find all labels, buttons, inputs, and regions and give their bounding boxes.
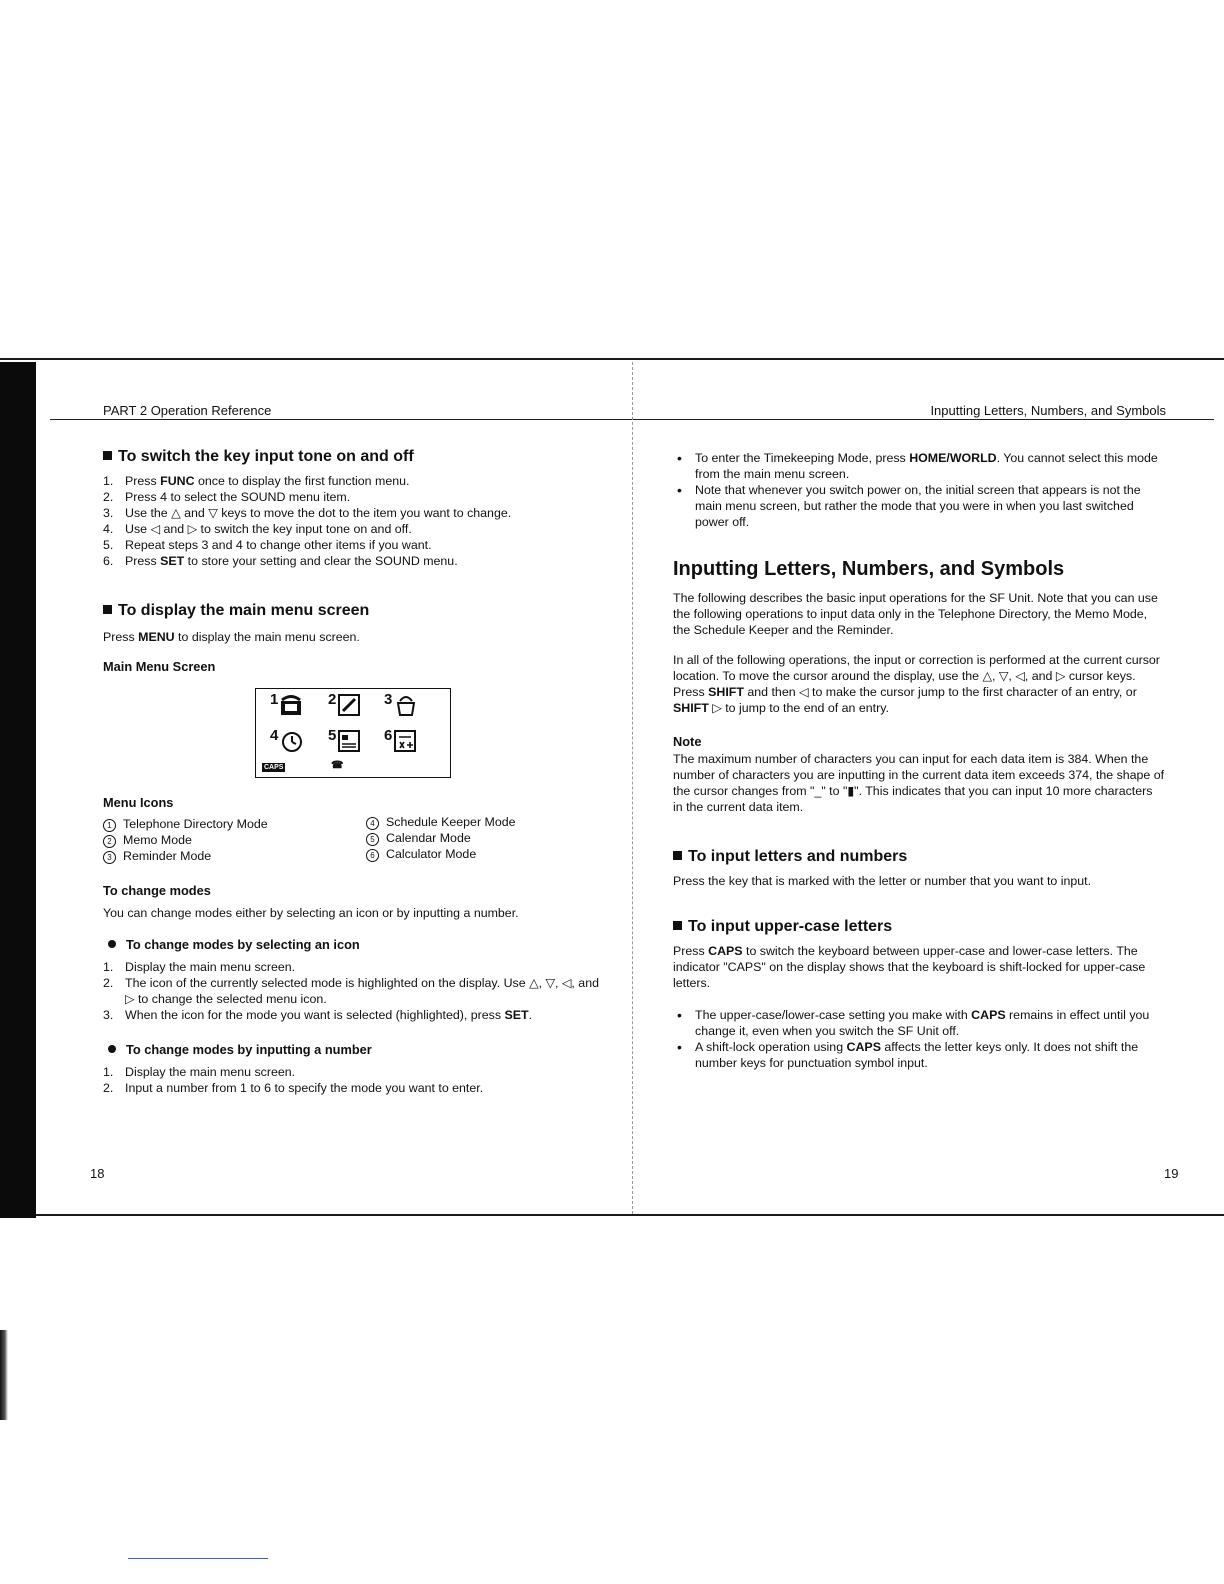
page-number-left: 18 (90, 1166, 105, 1181)
step-number: 4. (103, 522, 114, 536)
top-notes (673, 450, 1165, 530)
bullet-dot-icon: • (677, 1039, 682, 1055)
section-title: To switch the key input tone on and off (103, 448, 603, 466)
menu-icon-label: Memo Mode (123, 833, 192, 847)
step-item: 1. Press FUNC once to display the first function menu. (103, 474, 410, 488)
note-text: The maximum number of characters you can input for each data item is 384. When the number of characters you are inputting in the current data item exceeds 374, the shape of the cursor changes from "_" to "▮". This indicates that you can input 10 more characters in the current data item. (673, 752, 1165, 814)
menu-icon-label: Reminder Mode (123, 849, 212, 863)
menu-icon-label: Telephone Directory Mode (123, 817, 268, 831)
step-number: 6. (103, 554, 114, 568)
menu-icons-list-right (366, 814, 516, 862)
section-title: To display the main menu screen (103, 602, 603, 620)
round-bullet-icon (108, 940, 116, 948)
step-item: 2. The icon of the currently selected mode is highlighted on the display. Use △, ▽, ◁, and ▷ to change the selected menu icon. (103, 976, 599, 1006)
bullet-list (673, 450, 1165, 530)
step-item: 1. Display the main menu screen. (103, 1065, 296, 1079)
note-title: Note (673, 734, 702, 749)
step-item: 1. Display the main menu screen. (103, 960, 296, 974)
section-upper-case (673, 918, 1165, 1071)
round-bullet-icon (108, 1045, 116, 1053)
telephone-directory-icon: 1 (270, 693, 298, 721)
reminder-icon: 3 (384, 693, 412, 721)
bullet-list (673, 1007, 1165, 1071)
schedule-keeper-icon: 4 (270, 729, 298, 757)
bullet-item: • Note that whenever you switch power on, the initial screen that appears is not the main menu screen, but rather the mode that you were in when you last switched power off. (677, 482, 1141, 529)
section-letters-numbers (673, 848, 1165, 889)
menu-icon-label: Calculator Mode (386, 847, 477, 861)
square-bullet-icon (673, 921, 682, 930)
calendar-icon: 5 (328, 729, 356, 757)
menu-icons-title: Menu Icons (103, 795, 174, 810)
page-number-right: 19 (1164, 1166, 1179, 1181)
step-item: 4. Use ◁ and ▷ to switch the key input tone on and off. (103, 522, 412, 536)
change-modes-title: To change modes (103, 883, 211, 898)
step-number: 1. (103, 1065, 114, 1079)
step-list (103, 1064, 600, 1096)
step-number: 5. (103, 538, 114, 552)
section-heading: Inputting Letters, Numbers, and Symbols (673, 558, 1065, 580)
step-item: 2. Press 4 to select the SOUND menu item. (103, 490, 351, 504)
step-number: 3. (103, 506, 114, 520)
intro-paragraph: The following describes the basic input operations for the SF Unit. Note that you can use the following operations to input data only in the Telephone Directory, the Memo Mode, the Schedule Keeper and the Reminder. (673, 591, 1158, 637)
step-item: 2. Input a number from 1 to 6 to specify the mode you want to enter. (103, 1081, 484, 1095)
caps-indicator: CAPS (264, 764, 284, 771)
main-menu-screen-label: Main Menu Screen (103, 659, 216, 674)
circled-number-icon: 6 (366, 849, 379, 862)
scan-binding-shadow (0, 362, 36, 1218)
menu-icon-entry (366, 830, 516, 846)
section-key-tone (103, 448, 603, 569)
running-header-left: PART 2 Operation Reference (103, 403, 272, 418)
footer-link-line (128, 1558, 268, 1559)
step-list (103, 959, 600, 1023)
bullet-item: • A shift-lock operation using CAPS affects the letter keys only. It does not shift the number keys for punctuation symbol input. (677, 1039, 1139, 1070)
section-change-by-number (103, 1042, 600, 1096)
step-number: 2. (103, 490, 114, 504)
menu-icons-list-left (103, 816, 268, 864)
scan-edge-shadow (0, 1330, 8, 1420)
paragraph: Press the key that is marked with the letter or number that you want to input. (673, 874, 1092, 888)
step-number: 1. (103, 960, 114, 974)
step-item: 6. Press SET to store your setting and clear the SOUND menu. (103, 554, 458, 568)
step-item: 5. Repeat steps 3 and 4 to change other items if you want. (103, 538, 432, 552)
step-number: 2. (103, 1081, 114, 1095)
bullet-dot-icon: • (677, 482, 682, 498)
paragraph: You can change modes either by selecting an icon or by inputting a number. (103, 906, 519, 920)
menu-icon-label: Schedule Keeper Mode (386, 815, 516, 829)
bullet-item: • To enter the Timekeeping Mode, press HOME/WORLD. You cannot select this mode from the main menu screen. (677, 450, 1158, 481)
section-main-menu (103, 602, 603, 674)
circled-number-icon: 2 (103, 835, 116, 848)
square-bullet-icon (673, 851, 682, 860)
menu-icon-entry (103, 816, 268, 832)
step-number: 2. (103, 976, 114, 990)
circled-number-icon: 5 (366, 833, 379, 846)
running-header-right: Inputting Letters, Numbers, and Symbols (930, 403, 1166, 418)
phone-indicator-icon: ☎ (331, 760, 344, 771)
square-bullet-icon (103, 605, 112, 614)
memo-icon: 2 (328, 693, 356, 721)
calculator-icon: 6 (384, 729, 412, 757)
step-item: 3. When the icon for the mode you want is selected (highlighted), press SET. (103, 1008, 533, 1022)
section-title: To input upper-case letters (673, 918, 1165, 936)
menu-icon-entry (103, 848, 268, 864)
circled-number-icon: 4 (366, 817, 379, 830)
menu-icon-entry (366, 814, 516, 830)
cursor-paragraph: In all of the following operations, the input or correction is performed at the current cursor location. To move the cursor around the display, use the △, ▽, ◁, and ▷ cursor keys. Press SHIFT and then ◁ to make the cursor jump to the first character of an entry, or SHIFT ▷ to jump to the end of an entry. (673, 653, 1160, 715)
section-inputting (673, 558, 1165, 815)
subsection-title: To change modes by selecting an icon (108, 937, 600, 952)
paragraph: Press CAPS to switch the keyboard between upper-case and lower-case letters. The indicator "CAPS" on the display shows that the keyboard is shift-locked for upper-case letters. (673, 944, 1146, 990)
step-number: 1. (103, 474, 114, 488)
page-top-rule (0, 358, 1224, 360)
section-change-by-icon (103, 937, 600, 1023)
square-bullet-icon (103, 451, 112, 460)
bullet-dot-icon: • (677, 450, 682, 466)
bullet-item: • The upper-case/lower-case setting you make with CAPS remains in effect until you change it, even when you switch the SF Unit off. (677, 1007, 1150, 1038)
subsection-title: To change modes by inputting a number (108, 1042, 600, 1057)
step-item: 3. Use the △ and ▽ keys to move the dot to the item you want to change. (103, 506, 512, 520)
step-number: 3. (103, 1008, 114, 1022)
page-bottom-rule (36, 1214, 1224, 1216)
section-title: To input letters and numbers (673, 848, 1165, 866)
menu-icon-label: Calendar Mode (386, 831, 471, 845)
circled-number-icon: 3 (103, 851, 116, 864)
step-list (103, 473, 603, 569)
page-fold-line (632, 362, 633, 1214)
section-change-modes (103, 883, 603, 921)
paragraph: Press MENU to display the main menu screen. (103, 630, 360, 644)
menu-icon-entry (103, 832, 268, 848)
circled-number-icon: 1 (103, 819, 116, 832)
bullet-dot-icon: • (677, 1007, 682, 1023)
main-menu-screen-illustration (255, 688, 451, 778)
menu-icon-entry (366, 846, 516, 862)
